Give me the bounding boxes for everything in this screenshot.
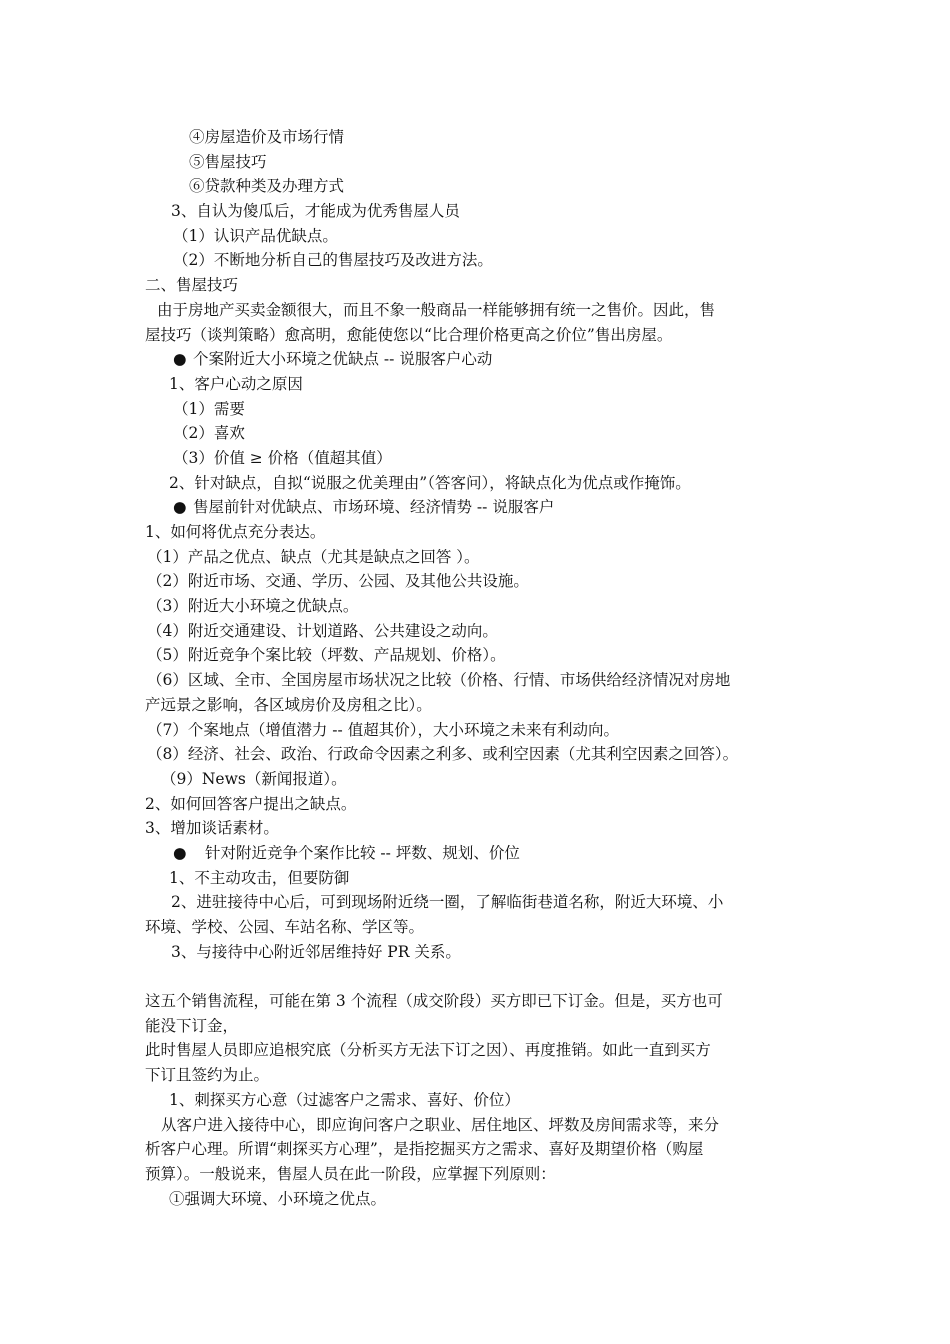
text-line: （2）喜欢 bbox=[173, 424, 245, 443]
text-line: 由于房地产买卖金额很大，而且不象一般商品一样能够拥有统一之售价。因此，售 bbox=[157, 300, 716, 319]
bullet-icon: ● bbox=[173, 843, 187, 862]
text-line: 屋技巧（谈判策略）愈高明，愈能使您以“比合理价格更高之价位”售出房屋。 bbox=[145, 325, 673, 344]
section-heading: 二、售屋技巧 bbox=[145, 276, 239, 295]
text-line: （5）附近竞争个案比较（坪数、产品规划、价格）。 bbox=[147, 646, 506, 665]
text-line: （4）附近交通建设、计划道路、公共建设之动向。 bbox=[147, 621, 498, 640]
text-line: ①强调大环境、小环境之优点。 bbox=[169, 1189, 387, 1208]
text-line: 1、刺探买方心意（过滤客户之需求、喜好、价位） bbox=[169, 1090, 520, 1109]
text-line: 这五个销售流程，可能在第 3 个流程（成交阶段）买方即已下订金。但是，买方也可 bbox=[145, 992, 723, 1011]
text-line: ⑥贷款种类及办理方式 bbox=[189, 177, 345, 196]
text-line: 3、增加谈话素材。 bbox=[145, 819, 279, 838]
text-line: 1、不主动攻击，但要防御 bbox=[169, 868, 350, 887]
bullet-text: 针对附近竞争个案作比较 -- 坪数、规划、价位 bbox=[205, 843, 520, 862]
text-line: （8）经济、社会、政治、行政命令因素之利多、或利空因素（尤其利空因素之回答）。 bbox=[147, 745, 739, 764]
text-line: 1、客户心动之原因 bbox=[169, 374, 303, 393]
text-line: 从客户进入接待中心，即应询问客户之职业、居住地区、坪数及房间需求等，来分 bbox=[161, 1115, 720, 1134]
bullet-text: 售屋前针对优缺点、市场环境、经济情势 -- 说服客户 bbox=[193, 498, 555, 517]
text-line: （1）认识产品优缺点。 bbox=[173, 226, 338, 245]
text-line: ⑤售屋技巧 bbox=[189, 152, 267, 171]
text-line: 下订且签约为止。 bbox=[145, 1066, 270, 1085]
text-line: 能没下订金， bbox=[145, 1016, 239, 1035]
text-line: 2、针对缺点，自拟“说服之优美理由”（答客问），将缺点化为优点或作掩饰。 bbox=[169, 473, 691, 492]
text-line: （3）附近大小环境之优缺点。 bbox=[147, 597, 359, 616]
text-line: （3）价值 ≥ 价格（值超其值） bbox=[173, 448, 392, 467]
bullet-line bbox=[145, 495, 830, 520]
document-body bbox=[145, 125, 830, 1211]
text-line: 3、与接待中心附近邻居维持好 PR 关系。 bbox=[171, 942, 461, 961]
text-line: （2）附近市场、交通、学历、公园、及其他公共设施。 bbox=[147, 572, 529, 591]
bullet-line bbox=[145, 347, 830, 372]
text-line: 析客户心理。所谓“刺探买方心理”，是指挖掘买方之需求、喜好及期望价格（购屋 bbox=[145, 1140, 704, 1159]
bullet-icon: ● bbox=[173, 498, 187, 517]
text-line: 预算）。一般说来，售屋人员在此一阶段，应掌握下列原则： bbox=[145, 1164, 556, 1183]
text-line: （1）需要 bbox=[173, 399, 245, 418]
text-line: 此时售屋人员即应追根究底（分析买方无法下订之因）、再度推销。如此一直到买方 bbox=[145, 1041, 711, 1060]
bullet-icon: ● bbox=[173, 350, 187, 369]
text-line: 1、如何将优点充分表达。 bbox=[145, 523, 326, 541]
text-line: 环境、学校、公园、车站名称、学区等。 bbox=[145, 918, 425, 936]
bullet-line bbox=[145, 841, 830, 866]
text-line: （1）产品之优点、缺点（尤其是缺点之回答 ）。 bbox=[147, 547, 480, 566]
text-line: （6）区域、全市、全国房屋市场状况之比较（价格、行情、市场供给经济情况对房地 bbox=[147, 671, 731, 690]
text-line: （2）不断地分析自己的售屋技巧及改进方法。 bbox=[173, 251, 493, 270]
text-line: 2、如何回答客户提出之缺点。 bbox=[145, 794, 357, 813]
text-line: ④房屋造价及市场行情 bbox=[189, 128, 345, 146]
blank-line bbox=[145, 964, 830, 989]
bullet-text: 个案附近大小环境之优缺点 -- 说服客户心动 bbox=[193, 350, 493, 369]
text-line: （9）News（新闻报道）。 bbox=[161, 769, 347, 788]
text-line: 产远景之影响，各区域房价及房租之比）。 bbox=[145, 695, 432, 714]
text-line: 2、进驻接待中心后，可到现场附近绕一圈，了解临街巷道名称，附近大环境、小 bbox=[171, 893, 724, 912]
text-line: 3、自认为傻瓜后，才能成为优秀售屋人员 bbox=[171, 202, 460, 221]
text-line: （7）个案地点（增值潜力 -- 值超其价），大小环境之未来有利动向。 bbox=[147, 720, 619, 739]
